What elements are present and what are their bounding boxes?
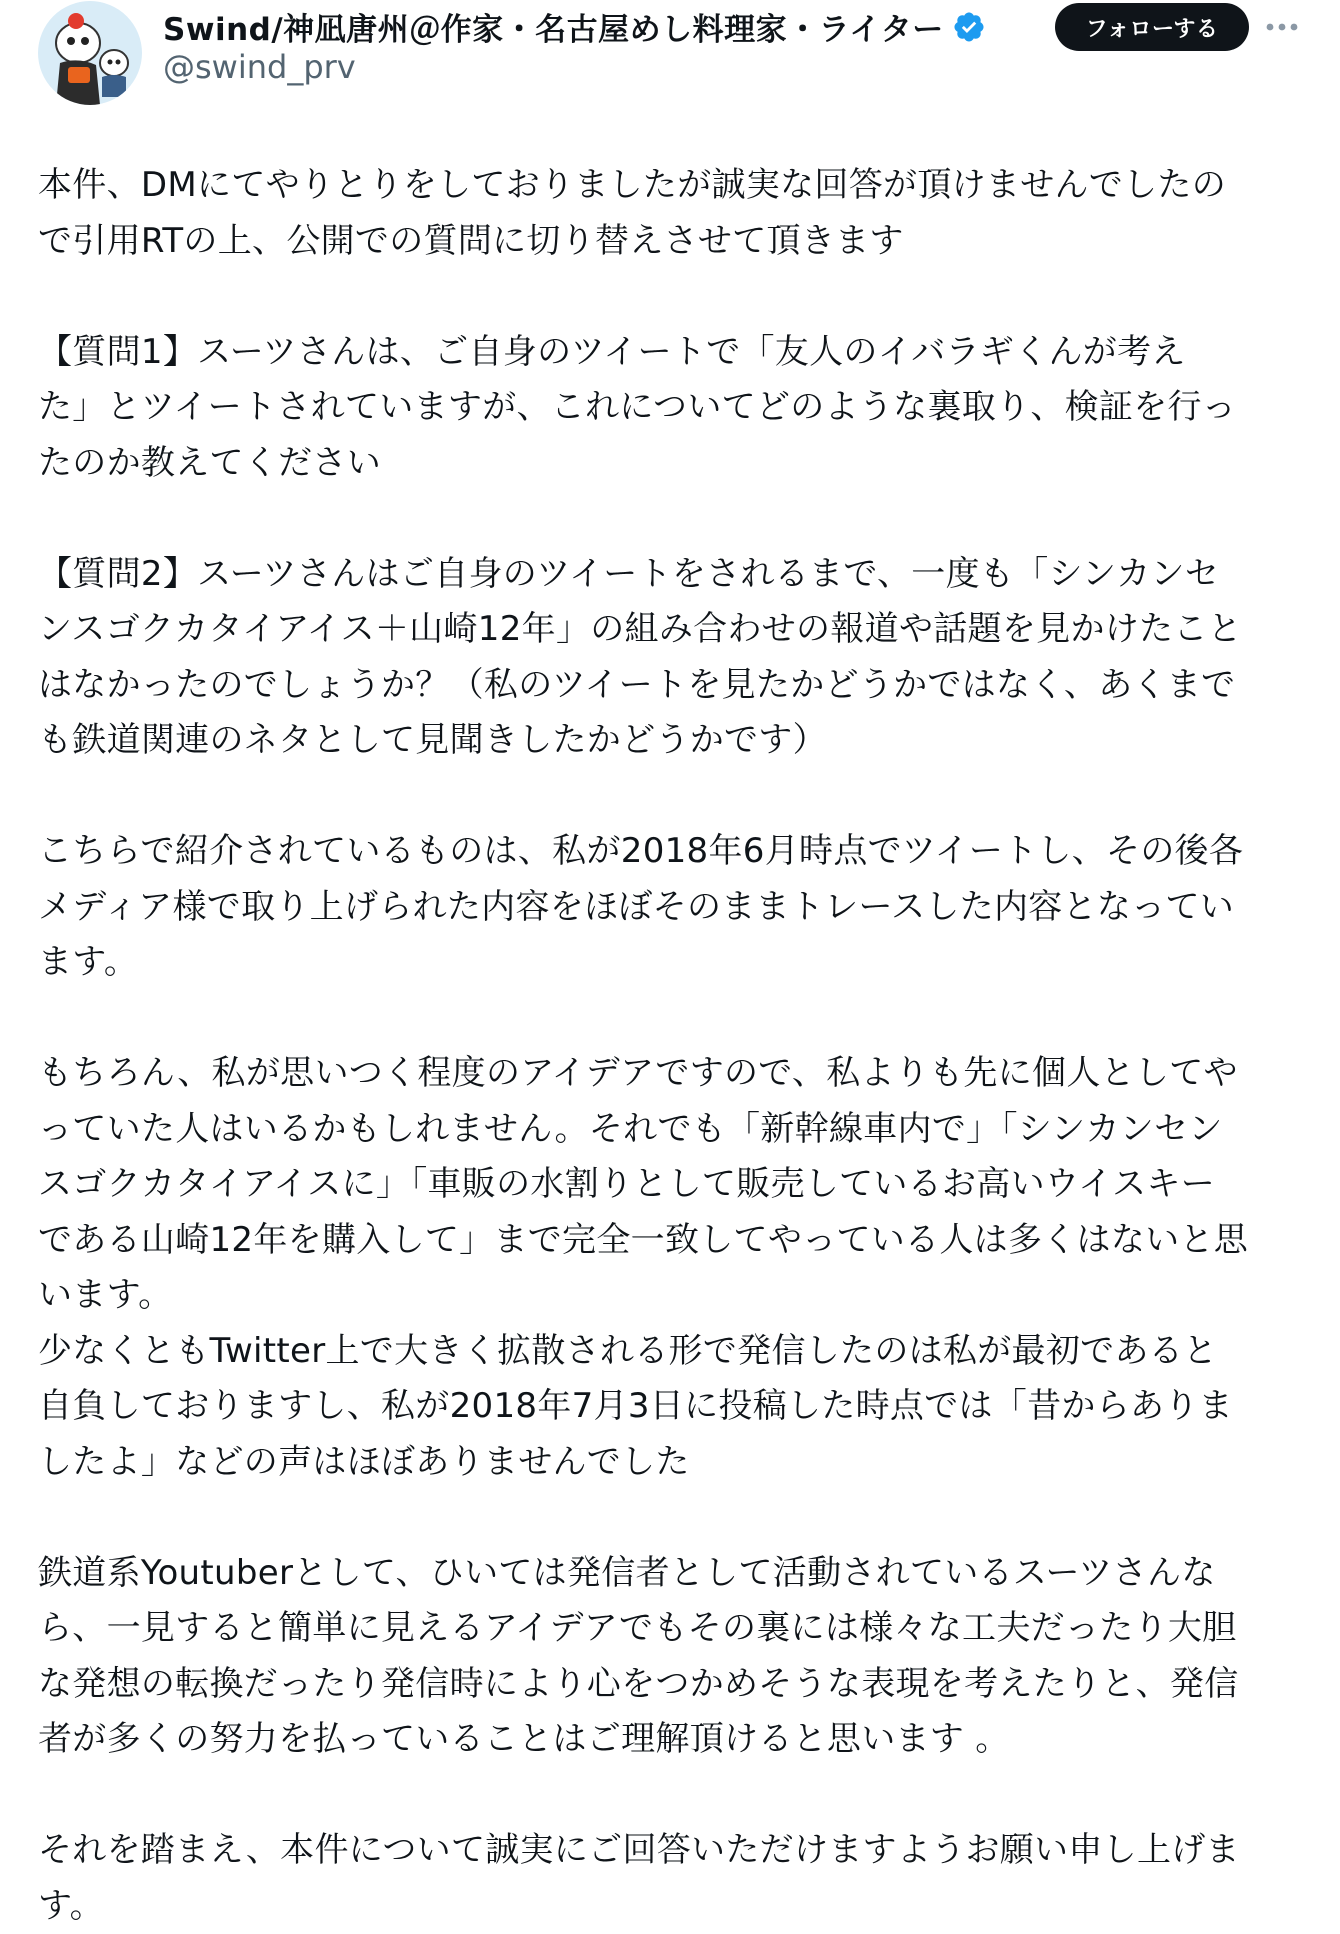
tweet-line: ンスゴクカタイアイス＋山崎12年」の組み合わせの報道や話題を見かけたこと — [38, 602, 1308, 658]
paragraph-gap — [38, 269, 1308, 325]
user-handle[interactable]: @swind_prv — [163, 48, 356, 86]
tweet-line: で引用RTの上、公開での質問に切り替えさせて頂きます — [38, 214, 1308, 270]
verified-badge-icon — [952, 10, 986, 44]
tweet-line: す。 — [38, 1879, 1308, 1934]
tweet-line: ら、一見すると簡単に見えるアイデアでもその裏には様々な工夫だったり大胆 — [38, 1601, 1308, 1657]
tweet-header — [0, 0, 1340, 110]
tweet-line: はなかったのでしょうか？（私のツイートを見たかどうかではなく、あくまで — [38, 658, 1308, 714]
tweet-line: スゴクカタイアイスに」「車販の水割りとして販売しているお高いウイスキー — [38, 1157, 1308, 1213]
tweet-paragraph — [38, 1046, 1308, 1490]
tweet-line: な発想の転換だったり発信時により心をつかめそうな表現を考えたりと、発信 — [38, 1657, 1308, 1713]
tweet-line: 鉄道系Youtuberとして、ひいては発信者として活動されているスーツさんな — [38, 1546, 1308, 1602]
tweet-line: したよ」などの声はほぼありませんでした — [38, 1435, 1308, 1491]
paragraph-gap — [38, 991, 1308, 1047]
tweet-paragraph — [38, 158, 1308, 269]
tweet-paragraph — [38, 325, 1308, 492]
tweet-paragraph — [38, 1823, 1308, 1934]
tweet-line: 本件、DMにてやりとりをしておりましたが誠実な回答が頂けませんでしたの — [38, 158, 1308, 214]
display-name[interactable]: Swind/神凪唐州＠作家・名古屋めし料理家・ライター — [163, 4, 944, 49]
more-dots-icon — [1265, 22, 1299, 32]
tweet-line: たのか教えてください — [38, 436, 1308, 492]
name-row — [163, 4, 986, 49]
tweet-paragraph — [38, 547, 1308, 769]
paragraph-gap — [38, 1490, 1308, 1546]
tweet-line: も鉄道関連のネタとして見聞きしたかどうかです） — [38, 713, 1308, 769]
tweet-line: た」とツイートされていますが、これについてどのような裏取り、検証を行っ — [38, 380, 1308, 436]
tweet-line: 【質問1】スーツさんは、ご自身のツイートで「友人のイバラギくんが考え — [38, 325, 1308, 381]
avatar[interactable] — [38, 1, 142, 105]
tweet-line: である山崎12年を購入して」まで完全一致してやっている人は多くはないと思 — [38, 1213, 1308, 1269]
tweet-line: 自負しておりますし、私が2018年7月3日に投稿した時点では「昔からありま — [38, 1379, 1308, 1435]
tweet-line: もちろん、私が思いつく程度のアイデアですので、私よりも先に個人としてや — [38, 1046, 1308, 1102]
follow-button[interactable]: フォローする — [1055, 3, 1249, 51]
more-options-button[interactable] — [1262, 10, 1302, 44]
tweet-text — [38, 158, 1308, 1934]
tweet-line: います。 — [38, 1268, 1308, 1324]
tweet-paragraph — [38, 824, 1308, 991]
paragraph-gap — [38, 769, 1308, 825]
paragraph-gap — [38, 1768, 1308, 1824]
paragraph-gap — [38, 491, 1308, 547]
avatar-illustration — [38, 1, 142, 105]
tweet-line: ます。 — [38, 935, 1308, 991]
tweet-paragraph — [38, 1546, 1308, 1768]
tweet-line: 【質問2】スーツさんはご自身のツイートをされるまで、一度も「シンカンセ — [38, 547, 1308, 603]
tweet-line: 少なくともTwitter上で大きく拡散される形で発信したのは私が最初であると — [38, 1324, 1308, 1380]
tweet-line: それを踏まえ、本件について誠実にご回答いただけますようお願い申し上げま — [38, 1823, 1308, 1879]
tweet-line: こちらで紹介されているものは、私が2018年6月時点でツイートし、その後各 — [38, 824, 1308, 880]
tweet-line: っていた人はいるかもしれません。それでも「新幹線車内で」「シンカンセン — [38, 1102, 1308, 1158]
tweet-line: メディア様で取り上げられた内容をほぼそのままトレースした内容となってい — [38, 880, 1308, 936]
tweet-line: 者が多くの努力を払っていることはご理解頂けると思います 。 — [38, 1712, 1308, 1768]
